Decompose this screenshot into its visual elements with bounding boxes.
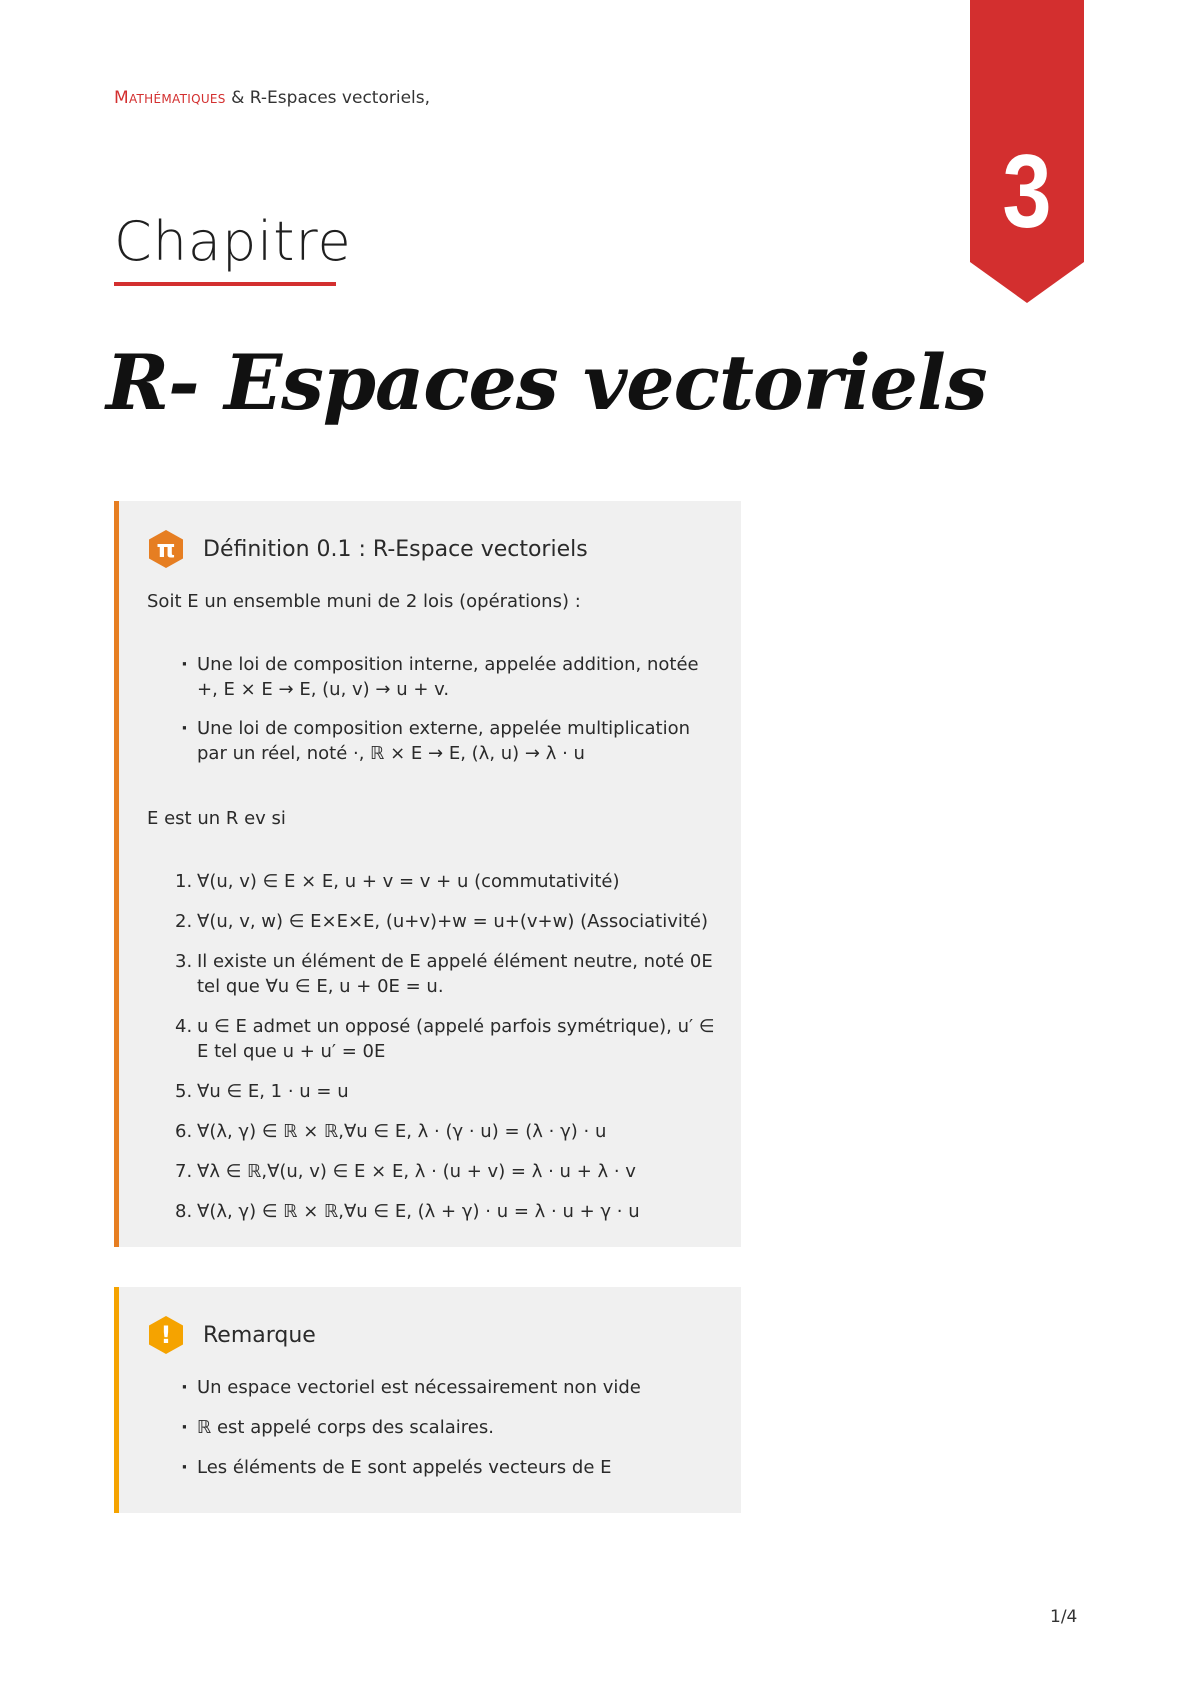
axiom-item <box>175 1079 717 1104</box>
axioms-list <box>147 869 717 1224</box>
axiom-number: 5. <box>175 1081 193 1102</box>
remark-header <box>147 1315 717 1355</box>
remark-item: · ℝ est appelé corps des scalaires. <box>181 1415 717 1440</box>
header-separator: & <box>231 88 245 108</box>
remark-item: · Les éléments de E sont appelés vecteurs de E <box>181 1455 717 1480</box>
law-external: · Une loi de composition externe, appelée multiplication par un réel, noté ·, ℝ × E → E, (λ, u) → λ · u <box>181 716 717 766</box>
chapter-label: Chapitre <box>114 210 352 273</box>
axiom-text: ∀(λ, γ) ∈ ℝ × ℝ,∀u ∈ E, λ · (γ · u) = (λ · γ) · u <box>197 1121 607 1142</box>
remark-title: Remarque <box>203 1322 316 1348</box>
remark-item: · Un espace vectoriel est nécessairement non vide <box>181 1375 717 1400</box>
pi-icon <box>147 529 185 569</box>
axiom-text: ∀(u, v) ∈ E × E, u + v = v + u (commutativité) <box>197 871 620 892</box>
axiom-number: 3. <box>175 951 193 972</box>
definition-box <box>114 501 741 1247</box>
chapter-title: R- Espaces vectoriels <box>106 338 987 427</box>
axiom-number: 7. <box>175 1161 193 1182</box>
running-header <box>114 88 430 108</box>
axiom-text: ∀u ∈ E, 1 · u = u <box>197 1081 349 1102</box>
header-subject: Mathématiques <box>114 88 226 108</box>
remark-box <box>114 1287 741 1513</box>
chapter-number: 3 <box>1002 134 1052 250</box>
axiom-item <box>175 949 717 999</box>
axiom-text: ∀(u, v, w) ∈ E×E×E, (u+v)+w = u+(v+w) (Associativité) <box>197 911 709 932</box>
axiom-item <box>175 869 717 894</box>
axiom-text: u ∈ E admet un opposé (appelé parfois symétrique), u′ ∈ E tel que u + u′ = 0E <box>197 1016 715 1062</box>
axiom-text: ∀(λ, γ) ∈ ℝ × ℝ,∀u ∈ E, (λ + γ) · u = λ · u + γ · u <box>197 1201 640 1222</box>
axiom-number: 2. <box>175 911 193 932</box>
axiom-number: 6. <box>175 1121 193 1142</box>
header-topic: R-Espaces vectoriels, <box>249 88 431 108</box>
axiom-item <box>175 1119 717 1144</box>
axiom-text: ∀λ ∈ ℝ,∀(u, v) ∈ E × E, λ · (u + v) = λ · u + λ · v <box>197 1161 636 1182</box>
definition-intro: Soit E un ensemble muni de 2 lois (opérations) : <box>147 591 581 612</box>
axiom-text: Il existe un élément de E appelé élément neutre, noté 0E tel que ∀u ∈ E, u + 0E = u. <box>197 951 713 997</box>
remark-list <box>147 1375 717 1480</box>
axiom-number: 8. <box>175 1201 193 1222</box>
laws-list <box>147 652 717 766</box>
exclamation-icon <box>147 1315 185 1355</box>
law-internal: · Une loi de composition interne, appelée addition, notée +, E × E → E, (u, v) → u + v. <box>181 652 717 702</box>
definition-header <box>147 529 717 569</box>
definition-name: R-Espace vectoriels <box>372 536 588 562</box>
axiom-item <box>175 909 717 934</box>
axiom-item <box>175 1199 717 1224</box>
exclamation-icon-glyph: ! <box>160 1321 172 1349</box>
chapter-underline <box>114 282 336 286</box>
axiom-item <box>175 1159 717 1184</box>
pi-icon-glyph: π <box>156 535 176 563</box>
definition-title <box>203 537 588 562</box>
axiom-number: 1. <box>175 871 193 892</box>
definition-label: Définition 0.1 : <box>203 536 366 562</box>
axiom-item <box>175 1014 717 1064</box>
page-number: 1/4 <box>1050 1607 1078 1627</box>
axiom-number: 4. <box>175 1016 193 1037</box>
condition-intro: E est un R ev si <box>147 808 286 829</box>
